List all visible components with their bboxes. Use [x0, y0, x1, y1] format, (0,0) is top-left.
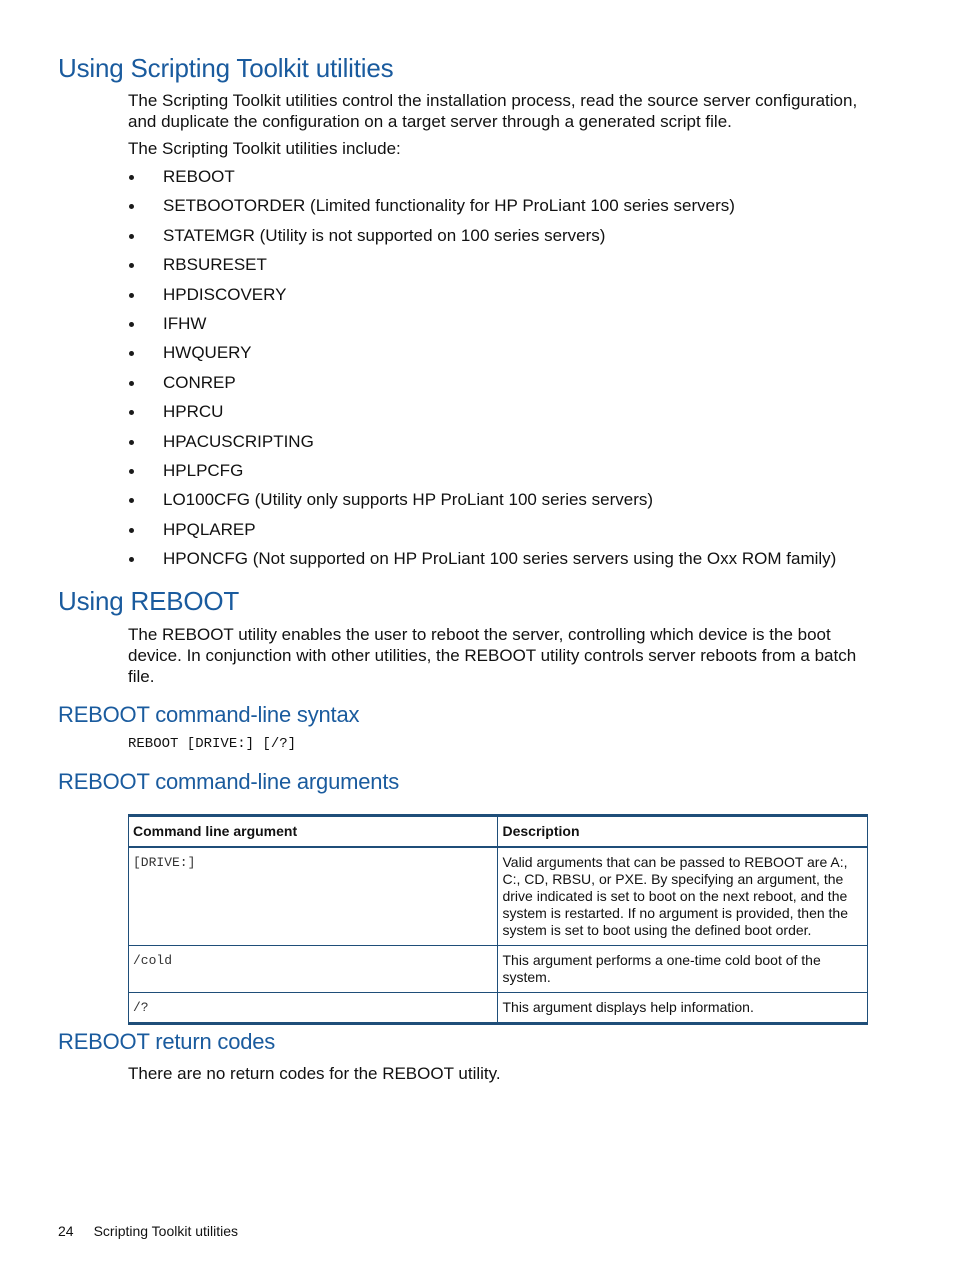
bullet-icon [129, 498, 134, 503]
list-item: STATEMGR (Utility is not supported on 100 series servers) [128, 225, 888, 254]
table-row [129, 993, 868, 1024]
list-item: HPDISCOVERY [128, 284, 888, 313]
argument-cell: [DRIVE:] [129, 847, 498, 946]
bullet-icon [129, 263, 134, 268]
bullet-icon [129, 175, 134, 180]
list-item: IFHW [128, 313, 888, 342]
list-item: HWQUERY [128, 342, 888, 371]
bullet-icon [129, 381, 134, 386]
subsection-title-syntax: REBOOT command-line syntax [58, 702, 360, 727]
bullet-icon [129, 557, 134, 562]
section-title-scripting-toolkit: Using Scripting Toolkit utilities [58, 53, 394, 83]
list-item: HPRCU [128, 401, 888, 430]
list-item: REBOOT [128, 166, 888, 195]
table-row [129, 847, 868, 946]
list-item: SETBOOTORDER (Limited functionality for HP ProLiant 100 series servers) [128, 195, 888, 224]
bullet-icon [129, 204, 134, 209]
return-codes-paragraph: There are no return codes for the REBOOT utility. [128, 1064, 501, 1083]
bullet-icon [129, 469, 134, 474]
bullet-icon [129, 410, 134, 415]
list-item: HPONCFG (Not supported on HP ProLiant 100 series servers using the Oxx ROM family) [128, 548, 888, 577]
list-intro-paragraph: The Scripting Toolkit utilities include: [128, 139, 401, 158]
table-row [129, 946, 868, 993]
list-item: LO100CFG (Utility only supports HP ProLiant 100 series servers) [128, 489, 888, 518]
subsection-title-return-codes: REBOOT return codes [58, 1029, 276, 1054]
description-cell: This argument performs a one-time cold boot of the system. [498, 946, 868, 993]
column-header-argument: Command line argument [129, 816, 498, 848]
page-number: 24 [58, 1223, 74, 1239]
footer-section-title: Scripting Toolkit utilities [93, 1223, 239, 1239]
section-title-using-reboot: Using REBOOT [58, 586, 240, 616]
description-cell: Valid arguments that can be passed to REBOOT are A:, C:, CD, RBSU, or PXE. By specifying an argument, the drive indicated is set to boot on the next reboot, and the system is restarted. If no argument is provided, then the system is set to boot using the defined boot order. [498, 847, 868, 946]
subsection-title-arguments: REBOOT command-line arguments [58, 769, 400, 794]
argument-cell: /cold [129, 946, 498, 993]
list-item: HPQLAREP [128, 519, 888, 548]
reboot-intro-paragraph: The REBOOT utility enables the user to reboot the server, controlling which device is the boot device. In conjunction with other utilities, the REBOOT utility controls server reboots from a batch file. [128, 625, 857, 686]
bullet-icon [129, 440, 134, 445]
page-footer [58, 1223, 258, 1239]
utilities-list [128, 166, 888, 577]
list-item: HPLPCFG [128, 460, 888, 489]
list-item: HPACUSCRIPTING [128, 431, 888, 460]
syntax-code: REBOOT [DRIVE:] [/?] [128, 736, 297, 752]
table-header-row [129, 816, 868, 848]
column-header-description: Description [498, 816, 868, 848]
bullet-icon [129, 322, 134, 327]
bullet-icon [129, 351, 134, 356]
argument-cell: /? [129, 993, 498, 1024]
description-cell: This argument displays help information. [498, 993, 868, 1024]
arguments-table [128, 814, 868, 1025]
list-item: RBSURESET [128, 254, 888, 283]
bullet-icon [129, 234, 134, 239]
bullet-icon [129, 293, 134, 298]
section-intro-paragraph: The Scripting Toolkit utilities control the installation process, read the source server configuration, and duplicate the configuration on a target server through a generated script file. [128, 91, 858, 131]
bullet-icon [129, 528, 134, 533]
list-item: CONREP [128, 372, 888, 401]
